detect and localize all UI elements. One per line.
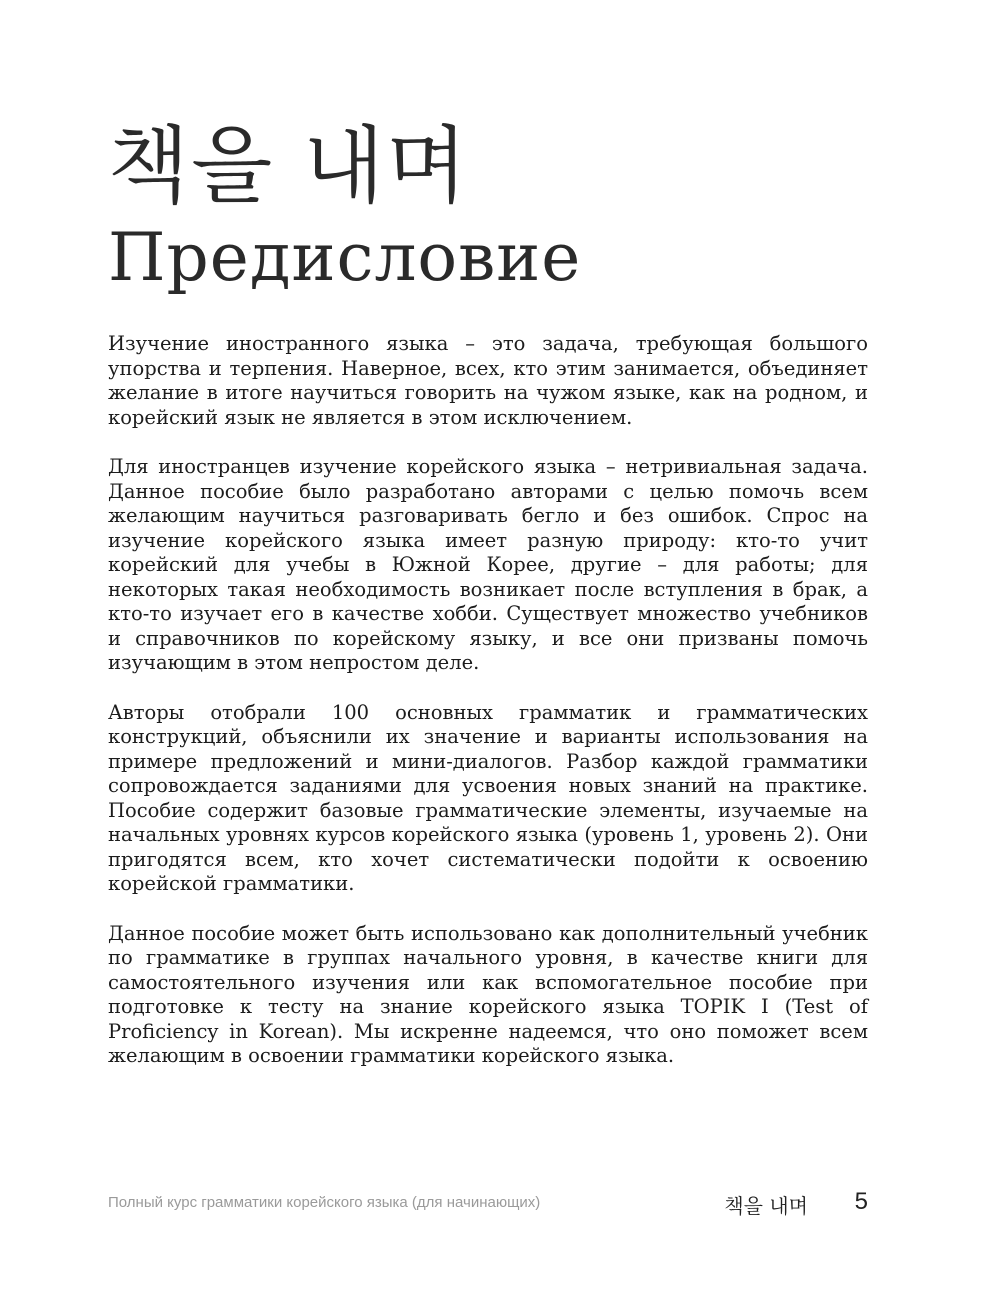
paragraph-1: Изучение иностранного языка – это задача, требующая большого упорства и терпения. Наверное, всех, кто этим занимается, объединяет желание в итоге научиться говорить на чужом языке, как на родном, и корейский язык не является в этом исключением.: [108, 332, 868, 429]
page-title: Предисловие: [108, 219, 582, 296]
paragraph-3: Авторы отобрали 100 основных грамматик и грамматических конструкций, объяснили их значение и варианты использования на примере предложений и мини-диалогов. Разбор каждой грамматики сопровождается заданиями для усвоения новых знаний на практике. Пособие содержит базовые грамматические элементы, изучаемые на начальных уровнях курсов корейского языка (уровень 1, уровень 2). Они пригодятся всем, кто хочет систематически подойти к освоению корейской грамматики.: [108, 700, 868, 895]
paragraph-4: Данное пособие может быть использовано как дополнительный учебник по грамматике в группах начального уровня, в качестве книги для самостоятельного изучения или как вспомогательное пособие при подготовке к тесту на знание корейского языка TOPIK I (Test of Proficiency in Korean). Мы искренне надеемся, что оно поможет всем желающим в освоении грамматики корейского языка.: [108, 921, 868, 1067]
footer-section-title: 책을 내며: [724, 1194, 808, 1218]
footer-book-title: Полный курс грамматики корейского языка (для начинающих): [108, 1194, 541, 1211]
page-footer: [108, 1190, 868, 1220]
preface-text: [108, 332, 868, 1094]
paragraph-2: Для иностранцев изучение корейского языка – нетривиальная задача. Данное пособие было разработано авторами с целью помочь всем желающим научиться разговаривать бегло и без ошибок. Спрос на изучение корейского языка имеет разную природу: кто-то учит корейский для учебы в Южной Корее, другие – для работы; для некоторых такая необходимость возникает после вступления в брак, а кто-то изучает его в качестве хобби. Существует множество учебников и справочников по корейскому языку, и все они призваны помочь изучающим в этом непростом деле.: [108, 455, 868, 674]
korean-title: 책을 내며: [108, 117, 470, 215]
page-number: 5: [854, 1188, 868, 1215]
